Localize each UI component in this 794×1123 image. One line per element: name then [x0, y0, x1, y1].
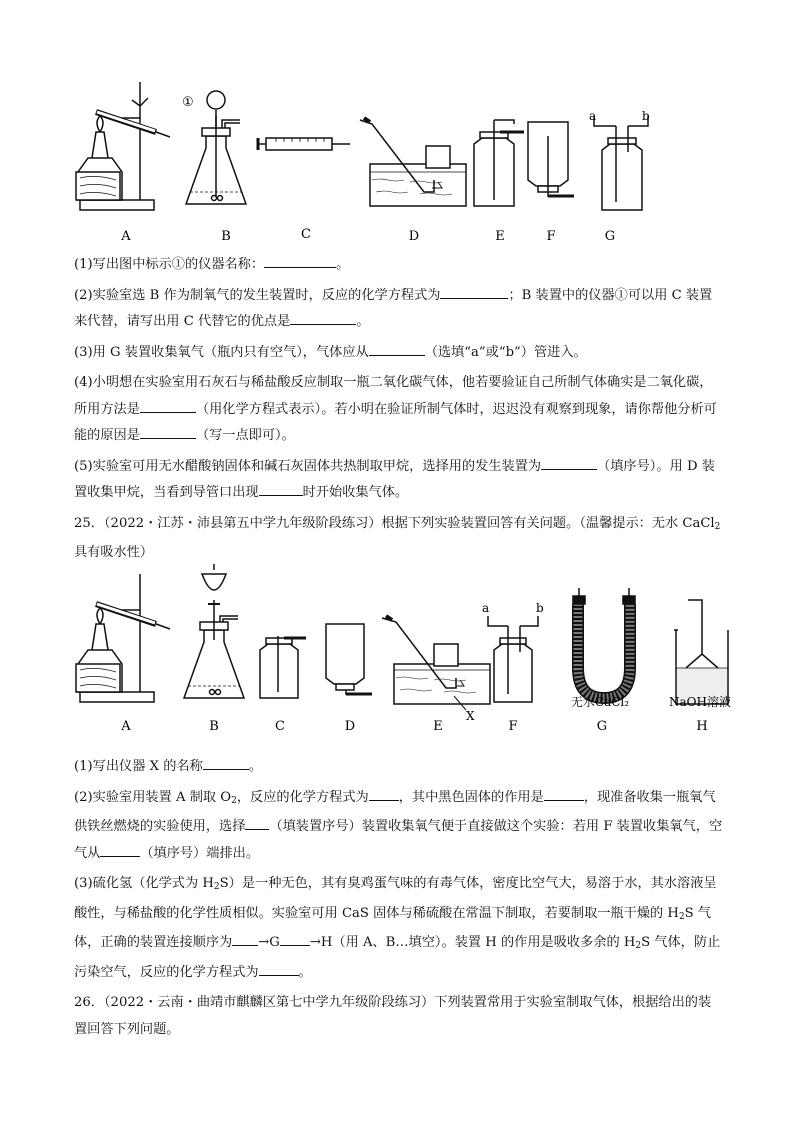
question-25-parts	[74, 754, 724, 1047]
figure1-label-a: A	[121, 229, 131, 244]
q25-part-3-text-f: S 气体，防止污染空气，反应的化学方程式为	[74, 935, 721, 980]
figure2-label-g: G	[596, 719, 608, 734]
q24-part-5-text-b: （填序号）。用 D 装置收集甲烷，当看到导管口出现	[74, 458, 715, 500]
figure2-label-b: B	[209, 719, 219, 734]
q25-part-3-text-d: →G	[258, 935, 280, 950]
caption-h: NaOH溶液	[669, 695, 731, 709]
q24-part-5-text-a: (5)实验室可用无水醋酸钠固体和碱石灰固体共热制取甲烷，选择用的发生装置为	[74, 458, 542, 474]
figure2-label-e: E	[433, 719, 443, 734]
q25-part-3-text-a: (3)硫化氢（化学式为 H	[74, 876, 214, 891]
q24-part-3-text-b: （选填“a”或“b”）管进入。	[424, 344, 587, 360]
figure1-label-d: D	[408, 229, 420, 244]
q25-part-2-text-f: （填序号）端排出。	[140, 845, 260, 861]
q24-part-4-text-b: （用化学方程式表示）。若小明在验证所制气体时，迟迟没有观察到现象，请你帮他分析可能的原因是	[74, 401, 717, 443]
question-24-parts	[74, 252, 724, 571]
q25-blank-1[interactable]	[203, 754, 249, 770]
q25-part-1	[74, 754, 724, 781]
apparatus-figure-1	[70, 76, 750, 248]
q25-part-3	[74, 871, 724, 986]
q25-heading-text-a: 25．（2022・江苏・沛县第五中学九年级阶段练习）根据下列实验装置回答有关问题。（温馨提示：无水 CaCl	[74, 515, 715, 531]
apparatus-e-collecting-bottle	[474, 120, 524, 206]
q25-part-3-text-b: S）是一种无色，其有臭鸡蛋气味的有毒气体，密度比空气大，易溶于水，其水溶液呈酸性，与稀盐酸的化学性质相似。实验室可用 CaS 固体与稀硫酸在常温下制取，若要制取一瓶干燥的 H	[74, 876, 717, 921]
q24-part-2-end: 。	[356, 314, 370, 329]
apparatus2-b-flask-funnel	[184, 564, 244, 698]
figure2-label-f: F	[508, 719, 518, 734]
q25-part-3-text-e: →H（用 A、B…填空）。装置 H 的作用是吸收多余的 H	[309, 935, 636, 950]
q24-blank-6[interactable]	[140, 423, 196, 439]
q25-blank-5[interactable]	[100, 841, 140, 857]
caption-g: 无水CaCl₂	[570, 695, 630, 709]
q25-part-2-text-b: ，反应的化学方程式为	[236, 789, 369, 805]
q25-blank-6[interactable]	[232, 930, 258, 946]
q25-part-3-sub-2: 2	[678, 911, 685, 922]
apparatus2-d-inverted-bottle	[326, 624, 372, 694]
port-a-label: a	[589, 109, 597, 123]
figure2-label-d: D	[344, 719, 356, 734]
figure1-label-c: C	[301, 227, 311, 242]
apparatus-a-heating-setup	[76, 82, 170, 210]
q25-part-2	[74, 785, 724, 868]
q25-blank-7[interactable]	[280, 930, 310, 946]
question-25-heading	[74, 511, 724, 567]
marker-1: ①	[182, 95, 194, 110]
q24-blank-4[interactable]	[369, 340, 425, 356]
figure2-label-c: C	[275, 719, 285, 734]
apparatus2-f-two-port-bottle	[488, 616, 538, 702]
q24-part-2-text-b: ；B 装置中的仪器①可以用 C 装置来代替，请写出用 C 代替它的优点是	[74, 287, 713, 329]
figure2-label-h: H	[696, 719, 708, 734]
q24-blank-1[interactable]	[264, 252, 336, 268]
apparatus-f-inverted-bottle	[528, 122, 574, 196]
q24-part-1	[74, 252, 724, 279]
q25-blank-8[interactable]	[259, 960, 299, 976]
q24-blank-8[interactable]	[259, 480, 303, 496]
apparatus2-h-beaker	[674, 600, 728, 704]
apparatus2-c-collecting-bottle	[260, 636, 306, 698]
figure1-label-f: F	[546, 229, 556, 244]
q24-blank-5[interactable]	[140, 397, 196, 413]
q25-blank-2[interactable]	[369, 785, 399, 801]
apparatus-diagram-2	[70, 560, 750, 736]
q24-part-4-text-a: (4)小明想在实验室用石灰石与稀盐酸反应制取一瓶二氧化碳气体，他若要验证自己所制气体确实是二氧化碳，所用方法是	[74, 375, 713, 417]
q24-part-1-text: (1)写出图中标示①的仪器名称：	[74, 257, 265, 272]
apparatus-c-syringe	[258, 138, 350, 150]
apparatus-figure-2	[70, 560, 750, 736]
q25-heading-sub: 2	[714, 521, 721, 532]
q24-part-3-text-a: (3)用 G 装置收集氧气（瓶内只有空气），气体应从	[74, 344, 369, 360]
figure1-label-b: B	[221, 229, 231, 244]
q26-heading-text: 26．（2022・云南・曲靖市麒麟区第七中学九年级阶段练习）下列装置常用于实验室制取气体，根据给出的装置回答下列问题。	[74, 995, 712, 1037]
q25-part-3-sub-3: 2	[635, 941, 642, 951]
instrument-x-label: X	[466, 709, 475, 723]
q25-part-2-text-c: ，其中黑色固体的作用是	[398, 789, 544, 805]
q25-part-3-sub-1: 2	[213, 882, 220, 892]
q25-blank-3[interactable]	[544, 785, 584, 801]
q25-part-1-end: 。	[248, 759, 262, 774]
q24-blank-7[interactable]	[541, 454, 597, 470]
figure1-label-g: G	[604, 229, 616, 244]
q25-heading-text-b: 具有吸水性）	[74, 545, 154, 560]
q25-part-2-text-d: ，现准备收集一瓶氧气供铁丝燃烧的实验使用，选择	[74, 789, 716, 834]
q24-part-4	[74, 370, 724, 450]
q25-part-2-text-e: （填装置序号）装置收集氧气便于直接做这个实验：若用 F 装置收集氧气，空气从	[74, 819, 723, 861]
q24-part-1-end: 。	[336, 257, 350, 272]
q24-part-5	[74, 454, 724, 507]
port2-b-label: b	[536, 601, 544, 615]
q24-part-3	[74, 340, 724, 367]
port-b-label: b	[642, 109, 650, 123]
apparatus-g-two-port-bottle	[594, 116, 648, 210]
q24-part-5-text-c: 时开始收集气体。	[302, 485, 409, 500]
q25-part-3-end: 。	[298, 964, 312, 980]
apparatus2-g-u-tube	[573, 588, 635, 698]
q25-blank-4[interactable]	[245, 814, 269, 830]
q24-blank-3[interactable]	[290, 309, 356, 325]
apparatus2-a-heating-setup	[76, 574, 170, 702]
figure1-label-e: E	[495, 229, 505, 244]
figure2-label-a: A	[121, 719, 131, 734]
q24-part-4-text-c: （写一点即可）。	[195, 428, 295, 443]
apparatus2-e-water-trough	[382, 616, 490, 710]
q25-part-3-text-c: S 气体，正确的装置连接顺序为	[74, 905, 712, 950]
apparatus-d-water-trough	[360, 118, 466, 206]
q24-blank-2[interactable]	[440, 283, 508, 299]
q24-part-2-text-a: (2)实验室选 B 作为制氧气的发生装置时，反应的化学方程式为	[74, 287, 441, 303]
q25-part-1-text: (1)写出仪器 X 的名称	[74, 759, 203, 774]
question-26-heading	[74, 990, 724, 1043]
q25-part-2-text-a: (2)实验室用装置 A 制取 O	[74, 789, 232, 805]
port2-a-label: a	[482, 601, 490, 615]
apparatus-b-flask-funnel	[186, 91, 246, 204]
q25-part-2-sub: 2	[231, 795, 237, 806]
q24-part-2	[74, 283, 724, 336]
apparatus-diagram-1	[70, 76, 750, 248]
